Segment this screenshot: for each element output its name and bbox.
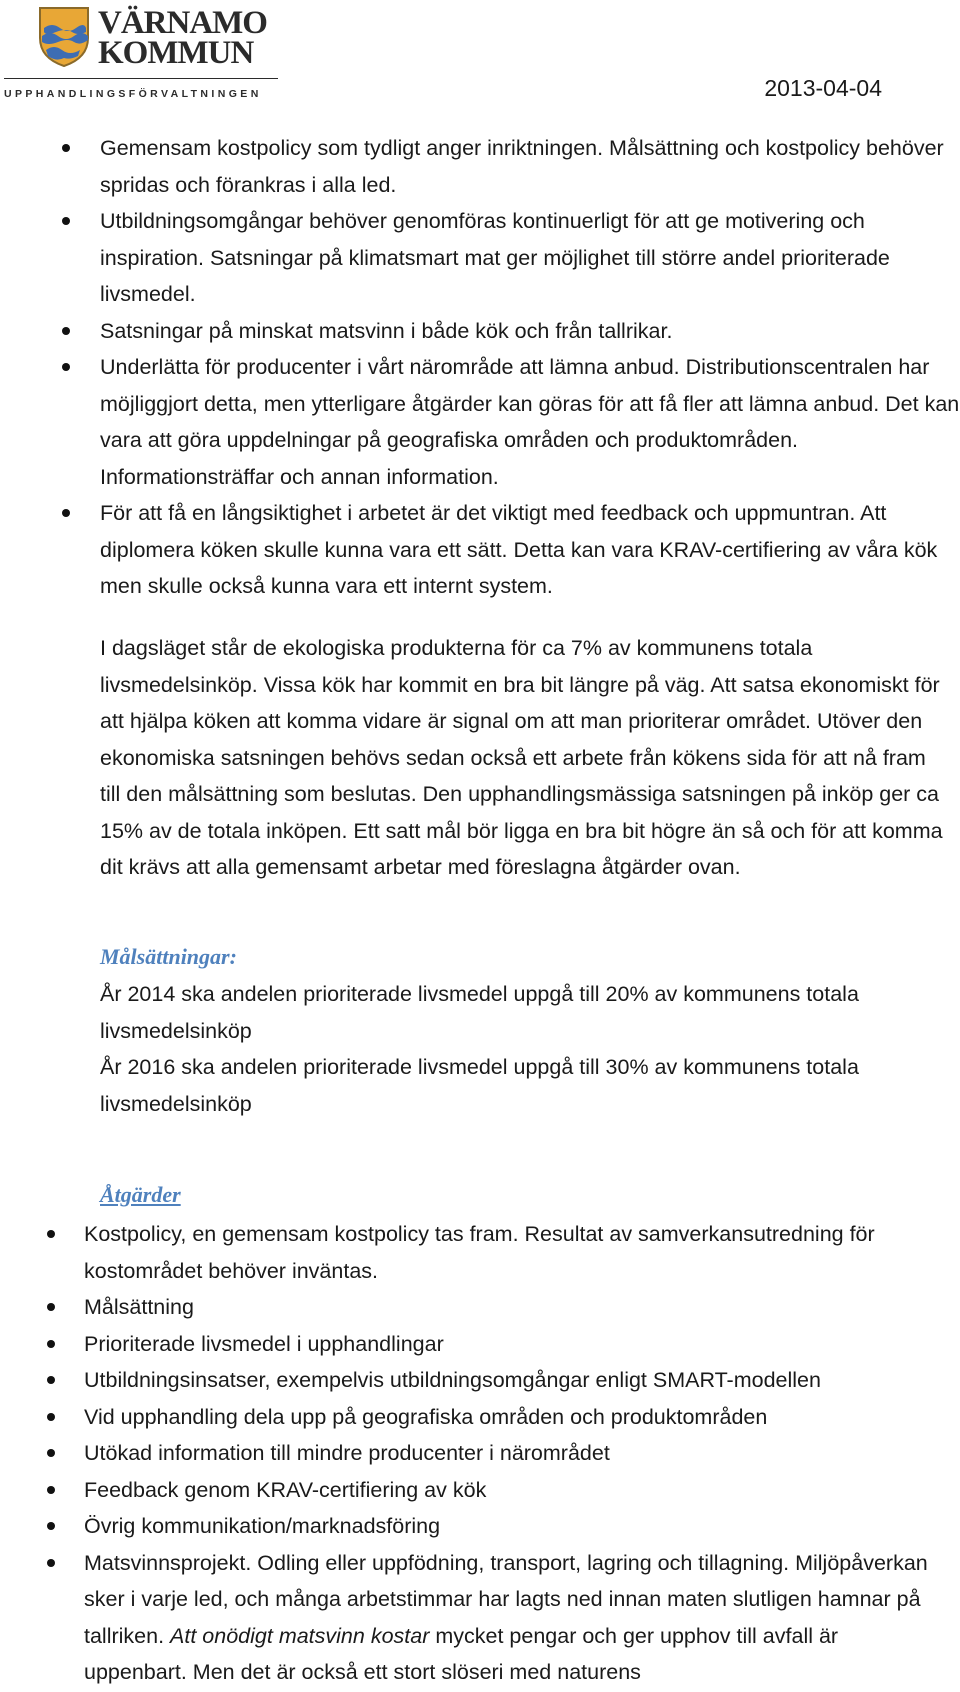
logo-divider [4,78,278,79]
list-item: Matsvinnsprojekt. Odling eller uppfödning, transport, lagring och tillagning. Miljöpåverkan sker i varje led, och många arbetstimmar har lagts ned innan maten slutligen hamnar på tallriken. Att onödigt matsvinn kostar mycket pengar och ger upphov till avfall är uppenbart. Men det är också ett stort slöseri med naturens [84,1545,944,1691]
section-heading-actions: Åtgärder [100,1182,181,1207]
org-department: UPPHANDLINGSFÖRVALTNINGEN [4,88,262,100]
list-item: Prioriterade livsmedel i upphandlingar [84,1326,944,1363]
document-date: 2013-04-04 [764,75,882,101]
body-paragraph: I dagsläget står de ekologiska produkterna för ca 7% av kommunens totala livsmedelsinköp. Vissa kök har kommit en bra bit längre på väg. Att satsa ekonomiskt för att hjälpa köken att komma vidare är signal om att man prioriterar området. Utöver den ekonomiska satsningen behövs sedan också ett arbete från kökens sida för att nå fram till den målsättning som beslutas. Den upphandlingsmässiga satsningen på inköp ger ca 15% av de totala inköpen. Ett satt mål bör ligga en bra bit högre än så och för att komma dit krävs att alla gemensamt arbetar med föreslagna åtgärder ovan. [100,636,943,879]
goals-block [100,976,950,1122]
list-item: Utökad information till mindre producenter i närområdet [84,1435,944,1472]
list-item: Kostpolicy, en gemensam kostpolicy tas fram. Resultat av samverkansutredning för kostområdet behöver inväntas. [84,1216,944,1289]
bullet-icon [47,1559,55,1567]
municipality-logo [4,5,278,101]
goal-item: År 2014 ska andelen prioriterade livsmedel uppgå till 20% av kommunens totala livsmedelsinköp [100,982,859,1043]
bullet-icon [62,144,70,152]
bullet-icon [47,1449,55,1457]
list-item: Feedback genom KRAV-certifiering av kök [84,1472,944,1509]
list-item: Utbildningsinsatser, exempelvis utbildningsomgångar enligt SMART-modellen [84,1362,944,1399]
bullet-icon [47,1340,55,1348]
bullet-icon [62,509,70,517]
bullet-icon [47,1230,55,1238]
list-item: Underlätta för producenter i vårt närområde att lämna anbud. Distributionscentralen har möjliggjort detta, men ytterligare åtgärder kan göras för att få fler att lämna anbud. Det kan vara att göra uppdelningar på geografiska områden och produktområden. Informationsträffar och annan information. [100,349,960,495]
coat-of-arms-icon [38,6,90,68]
bullet-icon [47,1413,55,1421]
list-item: Gemensam kostpolicy som tydligt anger inriktningen. Målsättning och kostpolicy behöver spridas och förankras i alla led. [100,130,960,203]
bullet-icon [62,363,70,371]
list-item: För att få en långsiktighet i arbetet är det viktigt med feedback och uppmuntran. Att diplomera köken skulle kunna vara ett sätt. Detta kan vara KRAV-certifiering av våra kök men skulle också kunna vara ett internt system. [100,495,960,605]
list-item: Övrig kommunikation/marknadsföring [84,1508,944,1545]
section-heading-goals: Målsättningar: [100,944,237,969]
org-name: VÄRNAMO KOMMUN [98,5,267,71]
bullet-icon [47,1486,55,1494]
bullet-icon [47,1522,55,1530]
goal-item: År 2016 ska andelen prioriterade livsmedel uppgå till 30% av kommunens totala livsmedelsinköp [100,1055,859,1116]
bullet-list-actions [84,1216,944,1691]
list-item: Vid upphandling dela upp på geografiska områden och produktområden [84,1399,944,1436]
bullet-icon [62,327,70,335]
bullet-list-measures [100,130,960,605]
list-item: Målsättning [84,1289,944,1326]
list-item: Utbildningsomgångar behöver genomföras kontinuerligt för att ge motivering och inspiration. Satsningar på klimatsmart mat ger möjlighet till större andel prioriterade livsmedel. [100,203,960,313]
bullet-icon [47,1303,55,1311]
list-item: Satsningar på minskat matsvinn i både kök och från tallrikar. [100,313,960,350]
bullet-icon [47,1376,55,1384]
bullet-icon [62,217,70,225]
